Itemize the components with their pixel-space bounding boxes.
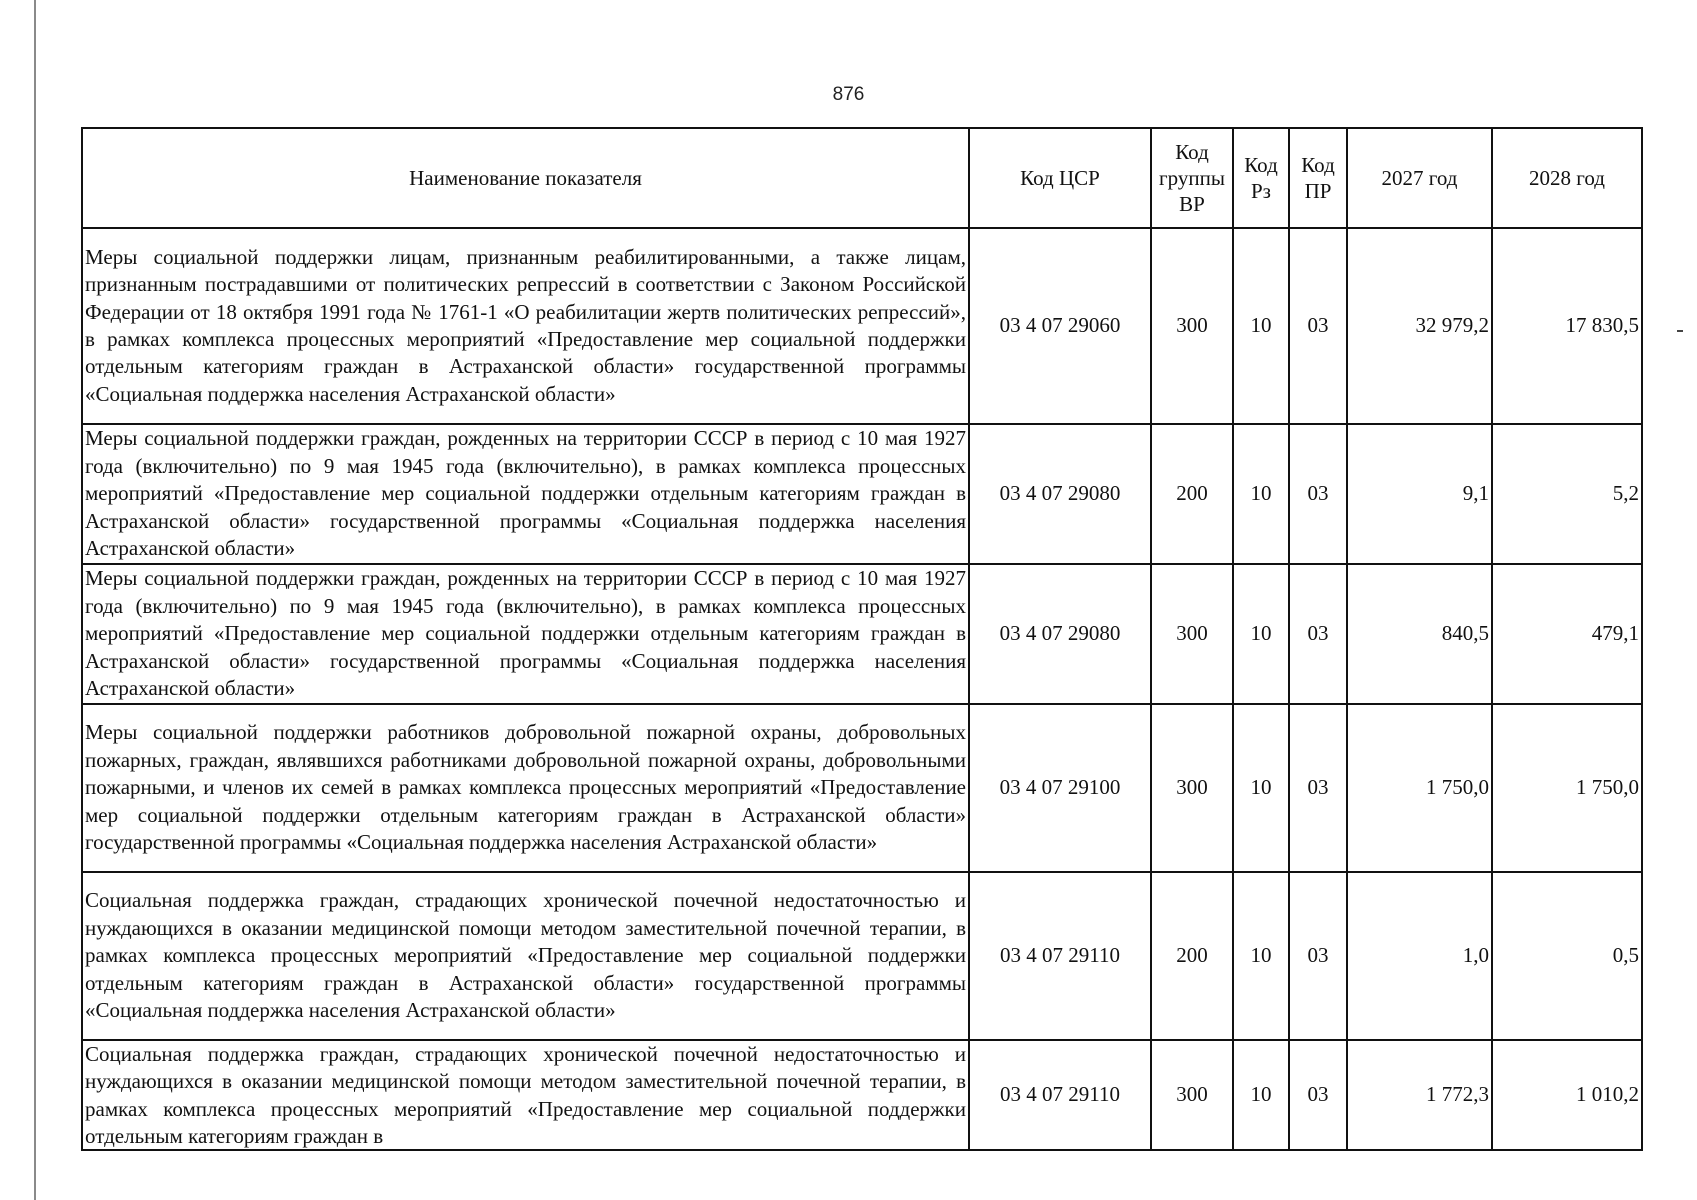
header-csr: Код ЦСР: [969, 128, 1151, 228]
row-pr: 03: [1289, 872, 1347, 1040]
row-2028: 1 010,2: [1492, 1040, 1642, 1150]
row-name: Меры социальной поддержки работников добровольной пожарной охраны, добровольных пожарных, граждан, являвшихся работниками добровольной пожарной охраны, добровольными пожарными, и членов их семей в рамках комплекса процессных мероприятий «Предоставление мер социальной поддержки отдельным категориям граждан в Астраханской области» государственной программы «Социальная поддержка населения Астраханской области»: [82, 704, 969, 872]
row-rz: 10: [1233, 1040, 1289, 1150]
row-name: Социальная поддержка граждан, страдающих хронической почечной недостаточностью и нуждающихся в оказании медицинской помощи методом заместительной почечной терапии, в рамках комплекса процессных мероприятий «Предоставление мер социальной поддержки отдельным категориям граждан в: [85, 1042, 966, 1149]
row-rz: 10: [1233, 872, 1289, 1040]
row-csr: 03 4 07 29100: [969, 704, 1151, 872]
row-csr: 03 4 07 29110: [969, 872, 1151, 1040]
header-2028: 2028 год: [1492, 128, 1642, 228]
row-2027: 1 750,0: [1347, 704, 1492, 872]
table-row: [82, 228, 1642, 424]
row-2027: 9,1: [1347, 424, 1492, 564]
row-vr: 200: [1151, 872, 1233, 1040]
row-csr: 03 4 07 29080: [969, 424, 1151, 564]
row-vr: 300: [1151, 1040, 1233, 1150]
row-2028: 5,2: [1492, 424, 1642, 564]
row-vr: 300: [1151, 704, 1233, 872]
row-2028: 479,1: [1492, 564, 1642, 704]
table-row: [82, 704, 1642, 872]
row-csr: 03 4 07 29080: [969, 564, 1151, 704]
row-vr: 200: [1151, 424, 1233, 564]
row-vr: 300: [1151, 564, 1233, 704]
row-csr: 03 4 07 29110: [969, 1040, 1151, 1150]
row-2028: 17 830,5: [1492, 228, 1642, 424]
header-name: Наименование показателя: [82, 128, 969, 228]
row-pr: 03: [1289, 704, 1347, 872]
row-pr: 03: [1289, 564, 1347, 704]
table-row: [82, 424, 1642, 564]
header-pr: Код ПР: [1289, 128, 1347, 228]
row-name-cell: [82, 1040, 969, 1150]
row-rz: 10: [1233, 228, 1289, 424]
row-name: Меры социальной поддержки граждан, рожденных на территории СССР в период с 10 мая 1927 года (включительно) по 9 мая 1945 года (включительно), в рамках комплекса процессных мероприятий «Предоставление мер социальной поддержки отдельным категориям граждан в Астраханской области» государственной программы «Социальная поддержка населения Астраханской области»: [82, 564, 969, 704]
row-2028: 1 750,0: [1492, 704, 1642, 872]
table-row: [82, 1040, 1642, 1150]
table-row: [82, 872, 1642, 1040]
row-2027: 32 979,2: [1347, 228, 1492, 424]
table-row: [82, 564, 1642, 704]
row-pr: 03: [1289, 228, 1347, 424]
row-2027: 1 772,3: [1347, 1040, 1492, 1150]
row-pr: 03: [1289, 1040, 1347, 1150]
row-rz: 10: [1233, 704, 1289, 872]
row-2027: 840,5: [1347, 564, 1492, 704]
row-rz: 10: [1233, 424, 1289, 564]
header-2027: 2027 год: [1347, 128, 1492, 228]
page-number: 876: [832, 84, 865, 105]
row-name: Меры социальной поддержки граждан, рожденных на территории СССР в период с 10 мая 1927 года (включительно) по 9 мая 1945 года (включительно), в рамках комплекса процессных мероприятий «Предоставление мер социальной поддержки отдельным категориям граждан в Астраханской области» государственной программы «Социальная поддержка населения Астраханской области»: [82, 424, 969, 564]
header-vr: Код группы ВР: [1151, 128, 1233, 228]
row-csr: 03 4 07 29060: [969, 228, 1151, 424]
row-2028: 0,5: [1492, 872, 1642, 1040]
row-rz: 10: [1233, 564, 1289, 704]
row-name: Меры социальной поддержки лицам, признанным реабилитированными, а также лицам, признанным пострадавшими от политических репрессий в соответствии с Законом Российской Федерации от 18 октября 1991 года № 1761-1 «О реабилитации жертв политических репрессий», в рамках комплекса процессных мероприятий «Предоставление мер социальной поддержки отдельным категориям граждан в Астраханской области» государственной программы «Социальная поддержка населения Астраханской области»: [82, 228, 969, 424]
row-vr: 300: [1151, 228, 1233, 424]
stray-mark: [1677, 330, 1683, 332]
row-2027: 1,0: [1347, 872, 1492, 1040]
table-header-row: [82, 128, 1642, 228]
page-margin-line: [34, 0, 36, 1200]
row-pr: 03: [1289, 424, 1347, 564]
header-rz: Код Рз: [1233, 128, 1289, 228]
row-name: Социальная поддержка граждан, страдающих хронической почечной недостаточностью и нуждающихся в оказании медицинской помощи методом заместительной почечной терапии, в рамках комплекса процессных мероприятий «Предоставление мер социальной поддержки отдельным категориям граждан в Астраханской области» государственной программы «Социальная поддержка населения Астраханской области»: [82, 872, 969, 1040]
budget-table: [81, 127, 1643, 1151]
